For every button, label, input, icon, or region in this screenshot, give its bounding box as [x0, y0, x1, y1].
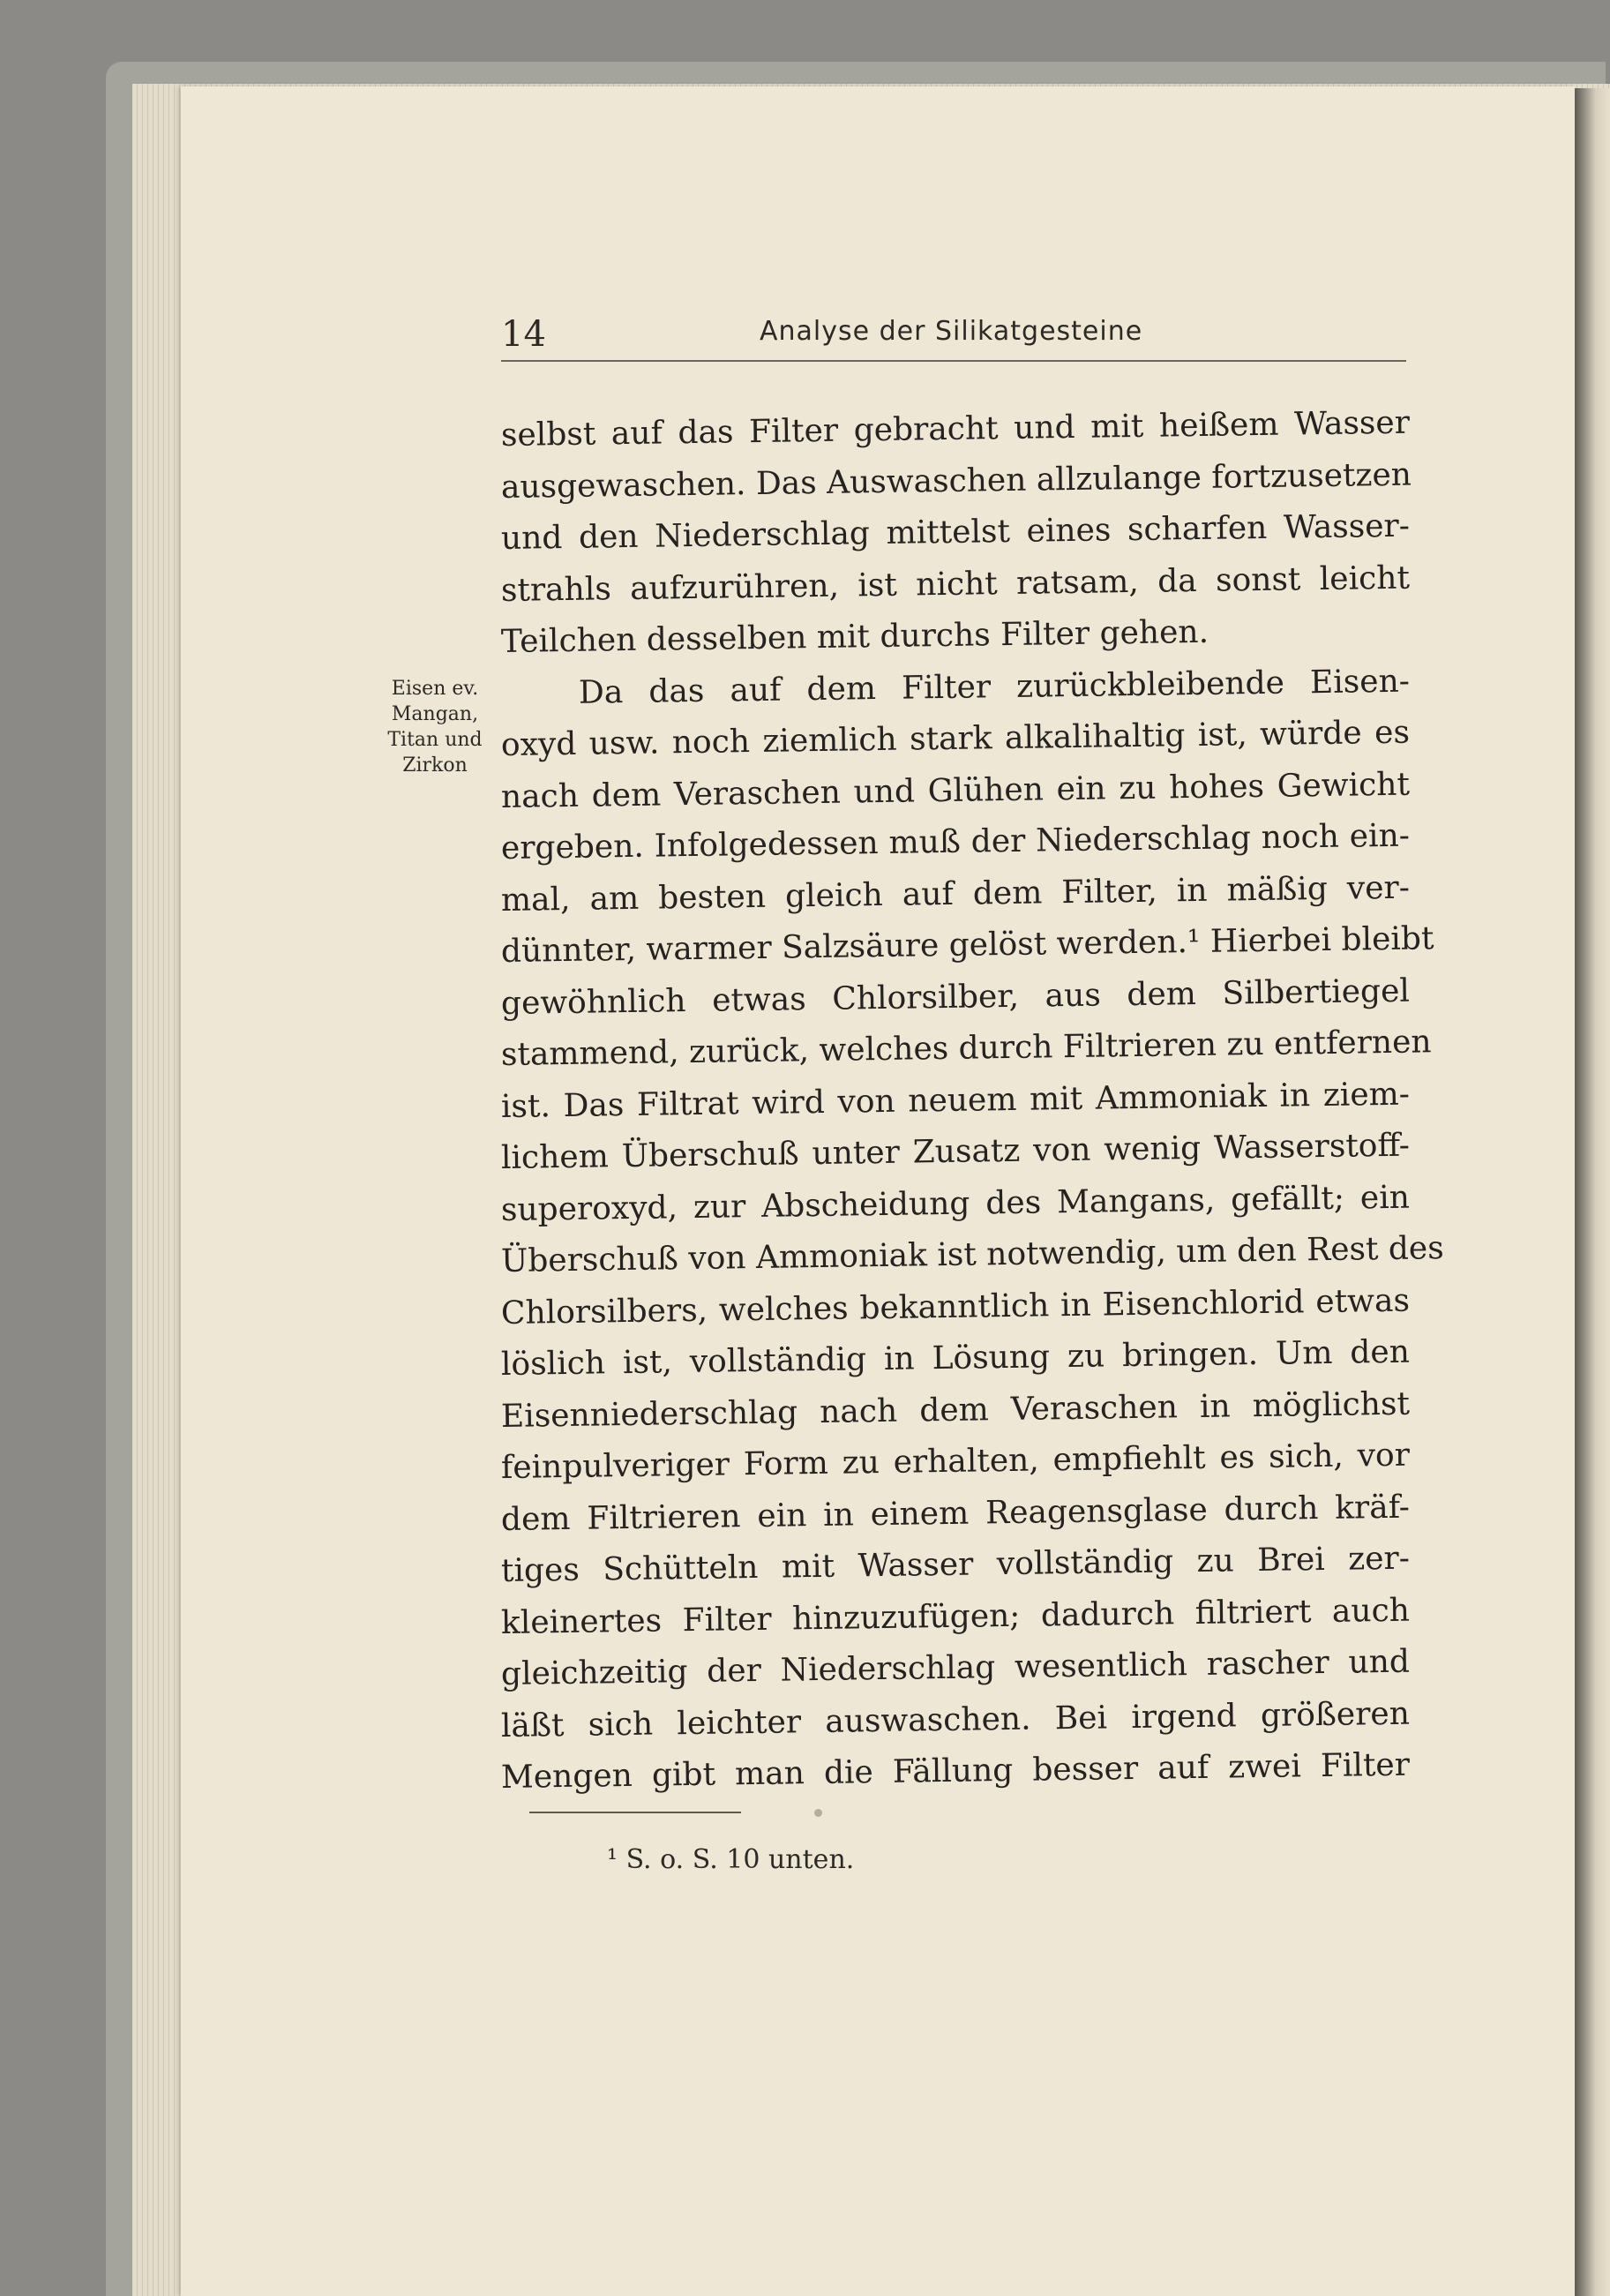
text-line: mal, am besten gleich auf dem Filter, in mäßig ver-	[500, 869, 1411, 919]
text-line: ausgewaschen. Das Auswaschen allzulange fortzusetzen	[500, 456, 1412, 506]
text-line: dem Filtrieren ein in einem Reagensglase durch kräf-	[500, 1489, 1411, 1538]
text-line: Teilchen desselben mit durchs Filter gehen.	[500, 613, 1209, 660]
page-header	[501, 311, 1406, 362]
body-text	[500, 404, 1444, 1805]
paper-speck	[814, 1809, 822, 1817]
text-line: kleinertes Filter hinzuzufügen; dadurch filtriert auch	[500, 1592, 1411, 1641]
margin-note-line: Zirkon	[402, 754, 468, 777]
text-line: ergeben. Infolgedessen muß der Niederschlag noch ein-	[500, 817, 1411, 867]
margin-note-line: Mangan,	[391, 703, 479, 725]
text-line: und den Niederschlag mittelst eines scharfen Wasser-	[500, 507, 1411, 557]
text-line: feinpulveriger Form zu erhalten, empfiehlt es sich, vor	[500, 1437, 1411, 1486]
footnote-divider	[529, 1812, 741, 1813]
text-line: nach dem Veraschen und Glühen ein zu hohes Gewicht	[500, 766, 1411, 815]
text-line: tiges Schütteln mit Wasser vollständig zu Brei zer-	[500, 1540, 1411, 1589]
text-line: gewöhnlich etwas Chlorsilber, aus dem Silbertiegel	[500, 972, 1411, 1022]
facing-page-edge	[1575, 88, 1610, 2296]
text-line: ist. Das Filtrat wird von neuem mit Ammoniak in ziem-	[500, 1076, 1411, 1125]
page-number: 14	[501, 314, 546, 355]
text-line: Da das auf dem Filter zurückbleibende Eisen-	[578, 663, 1411, 711]
text-line: Überschuß von Ammoniak ist notwendig, um den Rest des	[500, 1230, 1444, 1279]
text-line: läßt sich leichter auswaschen. Bei irgend größeren	[500, 1695, 1411, 1745]
footnote: ¹ S. o. S. 10 unten.	[607, 1844, 855, 1875]
text-line: Eisenniederschlag nach dem Veraschen in möglichst	[500, 1385, 1411, 1435]
text-line: gleichzeitig der Niederschlag wesentlich rascher und	[500, 1643, 1411, 1692]
text-line: löslich ist, vollständig in Lösung zu bringen. Um den	[500, 1333, 1411, 1383]
text-line: lichem Überschuß unter Zusatz von wenig Wasserstoff-	[500, 1127, 1411, 1176]
margin-note-line: Eisen ev.	[391, 678, 479, 700]
text-line: Mengen gibt man die Fällung besser auf zwei Filter	[500, 1746, 1411, 1796]
text-line: oxyd usw. noch ziemlich stark alkalihaltig ist, würde es	[500, 714, 1411, 763]
text-line: Chlorsilbers, welches bekanntlich in Eisenchlorid etwas	[500, 1282, 1411, 1332]
margin-note-line: Titan und	[387, 729, 483, 751]
text-line: superoxyd, zur Abscheidung des Mangans, gefällt; ein	[500, 1179, 1411, 1228]
text-line: stammend, zurück, welches durch Filtrieren zu entfernen	[500, 1024, 1432, 1073]
margin-note	[369, 676, 501, 778]
text-line: selbst auf das Filter gebracht und mit heißem Wasser	[500, 404, 1411, 454]
running-head: Analyse der Silikatgesteine	[760, 316, 1143, 347]
text-line: strahls aufzurühren, ist nicht ratsam, da sonst leicht	[500, 559, 1411, 609]
text-line: dünnter, warmer Salzsäure gelöst werden.¹ Hierbei bleibt	[500, 920, 1434, 970]
